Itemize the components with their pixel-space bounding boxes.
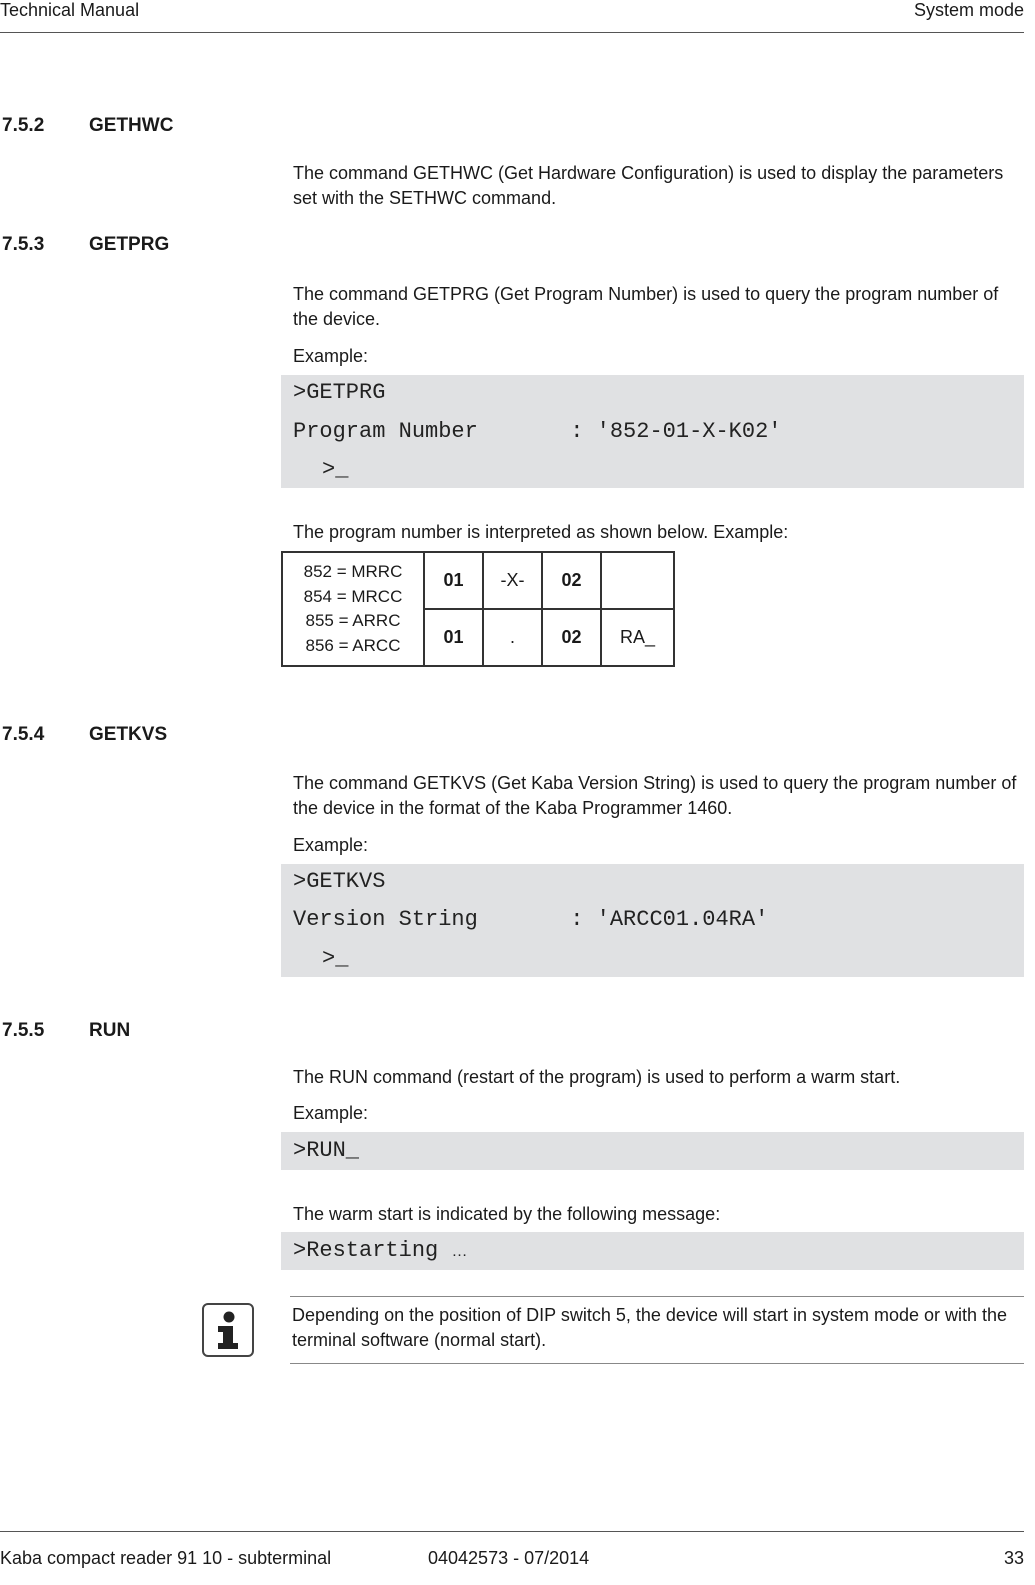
code-line: >_ — [322, 946, 349, 971]
note-divider-top — [290, 1296, 1024, 1297]
footer-document-number: 04042573 - 07/2014 — [428, 1548, 590, 1568]
section-text: The command GETKVS (Get Kaba Version String) is used to query the program number of the device in the format of the Kaba Programmer 1460. — [293, 773, 1017, 818]
section-number: 7.5.3 — [2, 234, 45, 255]
code-line: >GETPRG — [293, 380, 386, 405]
section-number: 7.5.4 — [2, 724, 45, 745]
example-label: Example: — [293, 346, 369, 366]
code-line: Program Number : '852-01-X-K02' — [293, 419, 782, 444]
page-number: 33 — [1003, 1548, 1024, 1568]
legend-line: 852 = MRRC — [303, 562, 403, 581]
example-label: Example: — [293, 835, 369, 855]
section-title: GETKVS — [89, 724, 168, 745]
section-text: The RUN command (restart of the program) is used to perform a warm start. — [293, 1067, 901, 1087]
table-cell: 02 — [542, 609, 601, 666]
code-line: >RUN_ — [293, 1138, 360, 1163]
info-icon — [202, 1303, 254, 1357]
footer-document-title: Kaba compact reader 91 10 - subterminal — [0, 1548, 332, 1568]
table-cell — [601, 552, 674, 609]
code-text: >Restarting — [293, 1238, 439, 1263]
section-title: GETHWC — [89, 115, 174, 136]
table-cell: 01 — [424, 609, 483, 666]
section-number: 7.5.5 — [2, 1020, 45, 1041]
note-divider-bottom — [290, 1363, 1024, 1364]
table-cell: RA_ — [601, 609, 674, 666]
section-text: The command GETHWC (Get Hardware Configuration) is used to display the parameters set with the SETHWC command. — [293, 163, 1004, 208]
code-block — [281, 1232, 1024, 1270]
table-cell: 02 — [542, 552, 601, 609]
legend-line: 855 = ARRC — [305, 611, 401, 630]
example-label: Example: — [293, 1103, 369, 1123]
product-code-legend — [282, 552, 424, 666]
table-cell: -X- — [483, 552, 542, 609]
section-title: GETPRG — [89, 234, 170, 255]
program-number-table — [281, 551, 675, 667]
code-block — [281, 864, 1024, 977]
code-line: >GETKVS — [293, 869, 386, 894]
section-title: RUN — [89, 1020, 131, 1041]
code-block — [281, 1132, 1024, 1170]
section-text: The program number is interpreted as shown below. Example: — [293, 522, 789, 542]
header-chapter: System mode — [913, 0, 1024, 20]
section-text: The warm start is indicated by the following message: — [293, 1204, 721, 1224]
table-cell: 01 — [424, 552, 483, 609]
code-ellipsis: … — [451, 1243, 468, 1260]
code-line: Version String : 'ARCC01.04RA' — [293, 907, 769, 932]
section-text: The command GETPRG (Get Program Number) is used to query the program number of the device. — [293, 284, 999, 329]
header-divider — [0, 32, 1024, 33]
code-line: >_ — [322, 457, 349, 482]
legend-line: 854 = MRCC — [303, 586, 403, 606]
footer-divider — [0, 1531, 1024, 1532]
table-cell: . — [483, 609, 542, 666]
section-number: 7.5.2 — [2, 115, 45, 136]
code-block — [281, 375, 1024, 488]
code-line — [293, 1239, 467, 1264]
legend-line: 856 = ARCC — [305, 635, 401, 655]
note-text: Depending on the position of DIP switch 5, the device will start in system mode or with the terminal software (normal start). — [292, 1305, 1008, 1350]
header-title: Technical Manual — [0, 0, 140, 20]
